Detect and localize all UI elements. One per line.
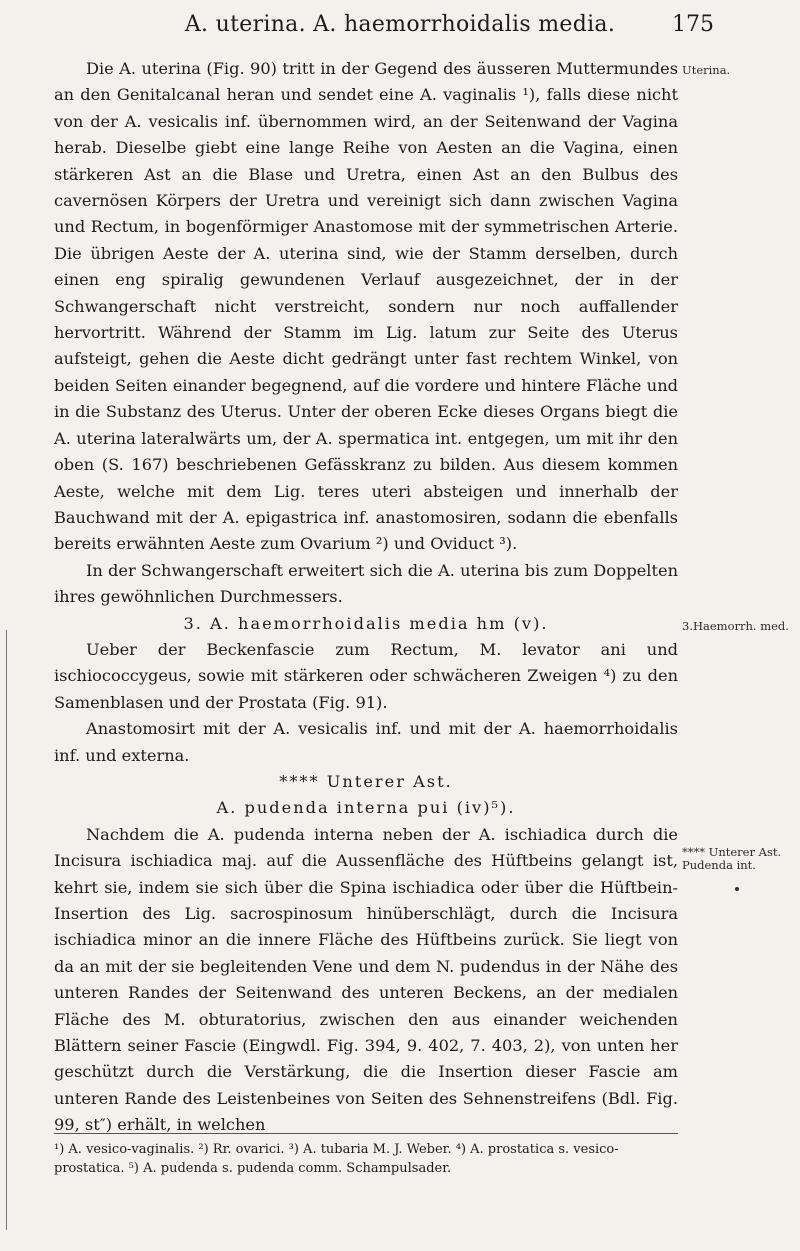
page-edge-line [6,630,7,1230]
paragraph-haemorrhoidalis-anastomosis: Anastomosirt mit der A. vesicalis inf. und mit der A. haemorrhoidalis inf. und externa. [54,719,678,765]
paragraph-haemorrhoidalis-course: Ueber der Beckenfascie zum Rectum, M. levator ani und ischiococcygeus, sowie mit stärkeren oder schwächeren Zweigen ⁴) zu den Samenblasen und der Prostata (Fig. 91). [54,639,678,712]
body-text [54,56,678,1139]
section-heading-haemorrhoidalis: 3. A. haemorrhoidalis media hm (v). [183,613,549,633]
paragraph-pregnancy: In der Schwangerschaft erweitert sich die A. uterina bis zum Doppelten ihres gewöhnlichen Durchmessers. [54,560,678,607]
section-heading-pudenda: A. pudenda interna pui (iv)⁵). [216,798,516,818]
paragraph-uterina: Die A. uterina (Fig. 90) tritt in der Gegend des äusseren Muttermundes an den Genitalcanal heran und sendet eine A. vaginalis ¹), falls diese nicht von der A. vesicalis inf. übernommen wird, an der Seitenwand der Vagina herab. Dieselbe giebt eine lange Reihe von Aesten an die Vagina, einen stärkeren Ast an die Blase und Uretra, einen Ast an den Bulbus des cavernösen Körpers der Uretra und vereinigt sich dann zwischen Vagina und Rectum, in bogenförmiger Anastomose mit der symmetrischen Arterie. Die übrigen Aeste der A. uterina sind, wie der Stamm derselben, durch einen eng spiralig gewundenen Verlauf ausgezeichnet, der in der Schwangerschaft nicht verstreicht, sondern nur noch auffallender hervortritt. Während der Stamm im Lig. latum zur Seite des Uterus aufsteigt, gehen die Aeste dicht gedrängt unter fast rechtem Winkel, von beiden Seiten einander begegnend, auf die vordere und hintere Fläche und in die Substanz des Uterus. Unter der oberen Ecke dieses Organs biegt die A. uterina lateralwärts um, der A. spermatica int. entgegen, um mit ihr den oben (S. 167) beschriebenen Gefässkranz zu bilden. Aus diesem kommen Aeste, welche mit dem Lig. teres uteri absteigen und innerhalb der Bauchwand mit der A. epigastrica inf. anastomosiren, sodann die ebenfalls bereits erwähnten Aeste zum Ovarium ²) und Oviduct ³). [54,59,678,554]
page-number: 175 [672,12,714,37]
footnotes [54,1133,678,1178]
margin-dot [735,887,739,891]
paragraph-pudenda: Nachdem die A. pudenda interna neben der A. ischiadica durch die Incisura ischiadica maj. auf die Aussenfläche des Hüftbeins gelangt ist, kehrt sie, indem sie sich über die Spina ischiadica oder über die Hüftbein-Insertion des Lig. sacrospinosum hinüberschlägt, durch die Incisura ischiadica minor an die innere Fläche des Hüftbeins zurück. Sie liegt von da an mit der sie begleitenden Vene und dem N. pudendus in der Nähe des unteren Randes der Seitenwand des unteren Beckens, an der medialen Fläche des M. obturatorius, zwischen den aus einander weichenden Blättern seiner Fascie (Eingwdl. Fig. 394, 9. 402, 7. 403, 2), von unten her geschützt durch die Verstärkung, die die Insertion dieser Fascie am unteren Rande des Leistenbeines von Seiten des Sehnenstreifens (Bdl. Fig. 99, st″) erhält, in welchen [54,824,678,1135]
margin-note-unterer-ast: **** Unterer Ast. Pudenda int. [682,845,782,872]
running-header [0,12,800,46]
margin-note-haemorrhoidalis: 3.Haemorrh. med. [682,619,789,633]
margin-note-uterina: Uterina. [682,63,731,77]
footnote-line: ¹) A. vesico-vaginalis. ²) Rr. ovarici. ³) A. tubaria M. J. Weber. ⁴) A. prostatica s. vesico-prostatica. ⁵) A. pudenda s. pudenda comm. Schampulsader. [54,1142,619,1176]
section-heading-unterer-ast: **** Unterer Ast. [279,771,453,791]
running-title: A. uterina. A. haemorrhoidalis media. [184,12,616,37]
